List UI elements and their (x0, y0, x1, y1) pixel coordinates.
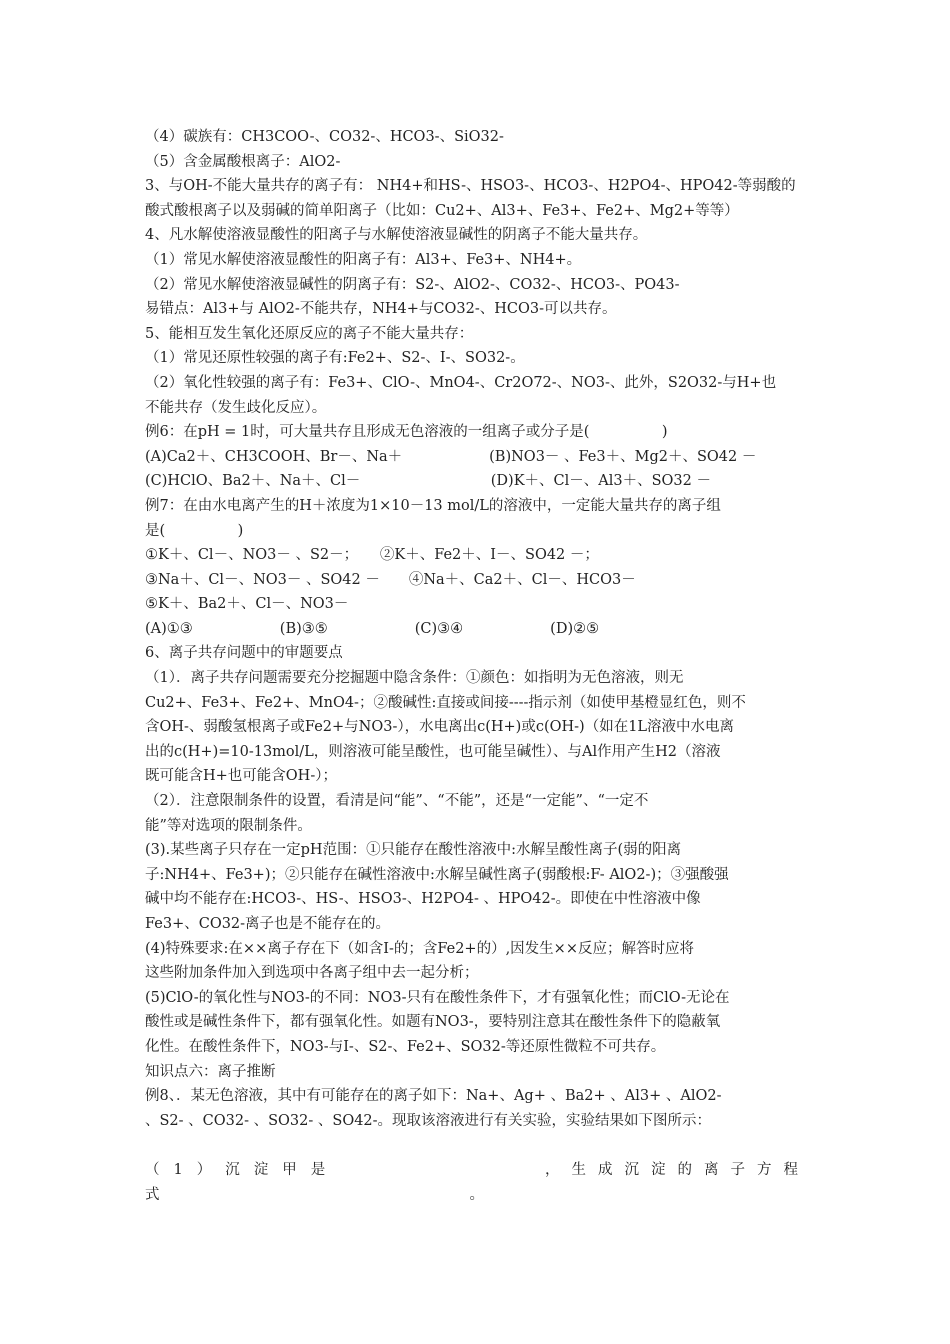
text-line: （2）氧化性较强的离子有：Fe3+、ClO-、MnO4-、Cr2O72-、NO3-、此外，S2O32-与H+也 (145, 374, 777, 391)
text-line: 易错点：Al3+与 AlO2-不能共存，NH4+与CO32-、HCO3-可以共存。 (145, 301, 617, 318)
answer-blank (367, 1158, 517, 1183)
text-line: （1）常见水解使溶液显酸性的阳离子有：Al3+、Fe3+、NH4+。 (145, 251, 582, 268)
text-line: 既可能含H+也可能含OH-）； (145, 768, 337, 785)
fill-question-1 (145, 1158, 810, 1183)
option-row: ①K＋、Cl－、NO3－ 、S2－； ②K＋、Fe2＋、I－、SO42 －； (145, 547, 599, 564)
text-line: 化性。在酸性条件下，NO3-与I-、S2-、Fe2+、SO32-等还原性微粒不可共存。 (145, 1038, 666, 1055)
option-row: ⑤K＋、Ba2＋、Cl－、NO3－ (145, 596, 349, 613)
text-line: 4、凡水解使溶液显酸性的阳离子与水解使溶液显碱性的阴离子不能大量共存。 (145, 227, 648, 244)
text-line: 碱中均不能存在:HCO3-、HS-、HSO3-、H2PO4- 、HPO42-。即使在中性溶液中像 (145, 891, 701, 908)
question-example-8: 例8、．某无色溶液，其中有可能存在的离子如下：Na+、Ag+ 、Ba2+ 、Al3+ 、AlO2- (145, 1088, 722, 1105)
text-line: （2）常见水解使溶液显碱性的阴离子有：S2-、AlO2-、CO32-、HCO3-、PO43- (145, 276, 680, 293)
text-line: 酸性或是碱性条件下，都有强氧化性。如题有NO3-，要特别注意其在酸性条件下的隐蔽氧 (145, 1014, 721, 1031)
text-line: 能”等对选项的限制条件。 (145, 817, 312, 834)
text-line: Fe3+、CO32-离子也是不能存在的。 (145, 916, 391, 932)
text-line: 子:NH4+、Fe3+)；②只能存在碱性溶液中:水解呈碱性离子(弱酸根:F- AlO2-)；③强酸强 (145, 866, 729, 883)
option-row: (C)HClO、Ba2＋、Na＋、Cl－ (D)K＋、Cl－、Al3＋、SO32 － (145, 473, 711, 490)
text-line: (4)特殊要求:在××离子存在下（如含I-的；含Fe2+的）,因发生××反应；解答时应将 (145, 940, 694, 957)
text-line: （1）常见还原性较强的离子有:Fe2+、S2-、I-、SO32-。 (145, 350, 525, 367)
text-line: 含OH-、弱酸氢根离子或Fe2+与NO3-），水电离出c(H+)或c(OH-)（如在1L溶液中水电离 (145, 719, 735, 736)
text-line: 出的c(H+)=10-13mol/L，则溶液可能呈酸性，也可能呈碱性）、与Al作用产生H2（溶液 (145, 743, 721, 760)
text-line: （1）．离子共存问题需要充分挖掘题中隐含条件：①颜色：如指明为无色溶液，则无 (145, 670, 684, 687)
text-line: 不能共存（发生歧化反应）。 (145, 399, 327, 416)
section-heading: 知识点六：离子推断 (145, 1063, 276, 1080)
text-line: (5)ClO-的氧化性与NO3-的不同：NO3-只有在酸性条件下，才有强氧化性；而ClO-无论在 (145, 989, 730, 1006)
question-example-7: 例7：在由水电离产生的H＋浓度为1×10－13 mol/L的溶液中，一定能大量共存的离子组 (145, 497, 721, 514)
section-heading: 6、离子共存问题中的审题要点 (145, 645, 343, 662)
question-mid: ，生成沉淀的离子方程 (544, 1161, 810, 1178)
question-end: 式 (145, 1186, 160, 1203)
text-line: （2）．注意限制条件的设置，看清是问“能”、“不能”，还是“一定能”、“一定不 (145, 793, 649, 810)
option-row: ③Na＋、Cl－、NO3－ 、SO42 － ④Na＋、Ca2＋、Cl－、HCO3－ (145, 571, 636, 588)
text-line: 3、与OH-不能大量共存的离子有： NH4+和HS-、HSO3-、HCO3-、H2PO4-、HPO42-等弱酸的 (145, 178, 796, 195)
question-end-punct: 。 (469, 1186, 484, 1203)
text-line: Cu2+、Fe3+、Fe2+、MnO4-；②酸碱性:直接或间接----指示剂（如使甲基橙显红色，则不 (145, 694, 746, 711)
text-line: 5、能相互发生氧化还原反应的离子不能大量共存： (145, 325, 474, 342)
answer-choices: (A)①③ (B)③⑤ (C)③④ (D)②⑤ (145, 620, 600, 637)
text-line: （5）含金属酸根离子：AlO2- (145, 153, 341, 170)
text-line: (3).某些离子只存在一定pH范围：①只能存在酸性溶液中:水解呈酸性离子(弱的阳离 (145, 842, 682, 859)
question-example-6: 例6：在pH = 1时，可大量共存且形成无色溶液的一组离子或分子是( ) (145, 424, 668, 441)
fill-question-1-cont (145, 1183, 810, 1208)
text-line: 这些附加条件加入到选项中各离子组中去一起分析； (145, 965, 479, 982)
figure-gap (145, 1133, 810, 1158)
text-line: 酸式酸根离子以及弱碱的简单阳离子（比如：Cu2+、Al3+、Fe3+、Fe2+、Mg2+等等） (145, 202, 739, 219)
text-line: 、S2- 、CO32- 、SO32- 、SO42-。现取该溶液进行有关实验，实验结果如下图所示： (145, 1112, 712, 1129)
text-line: （4）碳族有：CH3COO-、CO32-、HCO3-、SiO32- (145, 129, 504, 145)
question-label: （1）沉淀甲是 (145, 1161, 340, 1178)
option-row: (A)Ca2＋、CH3COOH、Br－、Na＋ (B)NO3－ 、Fe3＋、Mg2＋、SO42 － (145, 448, 757, 465)
document-page (145, 125, 810, 1207)
text-line: 是( ) (145, 522, 244, 539)
